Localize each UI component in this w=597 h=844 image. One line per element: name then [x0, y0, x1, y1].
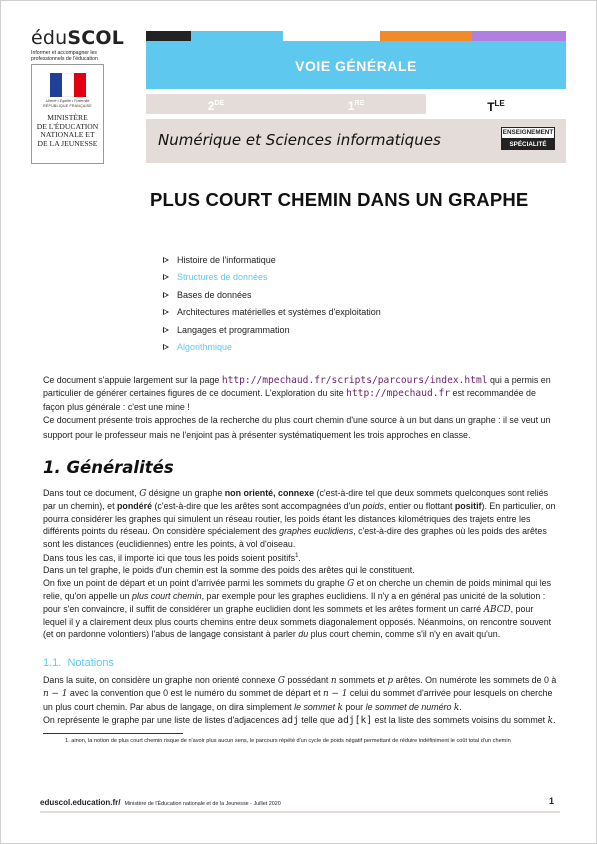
link-parcours[interactable]: http://mpechaud.fr/scripts/parcours/index.html	[221, 375, 488, 386]
subsection-title	[43, 657, 114, 669]
bold-text: non orienté, connexe	[224, 488, 315, 498]
page-title: PLUS COURT CHEMIN DANS UN GRAPHE	[150, 189, 529, 210]
text: et on cherche un chemin de poids minimal qui les relie, qu'on appelle un	[43, 577, 552, 602]
flag-white	[62, 73, 74, 97]
intro-block	[43, 374, 558, 443]
text: On représente le graphe par une liste de listes d'adjacences	[43, 715, 282, 726]
topic-label: Histoire de l'informatique	[177, 254, 276, 265]
triangle-bullet-icon	[163, 292, 169, 298]
brand-tagline: Informer et accompagner les professionnels de l'éducation	[31, 50, 98, 62]
tab-level-2de	[146, 94, 286, 114]
text: , par exemple pour les graphes euclidiens. Il n'y a en général pas unicité de la solution : pour s'en convaincre, il suffit de considérer un graphe euclidien dont les sommets et les arêtes forment un carré	[43, 591, 546, 614]
math-var: p	[387, 676, 394, 686]
footnote: 1. ainon, la notion de plus court chemin risque de n'avoir plus aucun sens, le parcours répété d'un cycle de poids négatif permettant de réduire indéfiniment le coût total d'un chemin	[65, 738, 511, 744]
topic-label-highlighted: Algorithmique	[177, 342, 233, 353]
text: telle que	[298, 715, 338, 726]
section-title: 1. Généralités	[43, 458, 174, 477]
level-sup: LE	[494, 99, 505, 108]
math-var: G	[139, 489, 147, 499]
notations-body	[43, 674, 558, 728]
math-var: n − 1	[43, 689, 68, 700]
level-main: 1	[347, 99, 355, 113]
paragraph: Dans tous les cas, il importe ici que tous les poids soient positifs$^1$.	[43, 553, 301, 563]
paragraph	[43, 714, 558, 727]
topic-label: Architectures matérielles et systèmes d'exploitation	[177, 307, 381, 318]
intro-paragraph	[43, 374, 558, 413]
marianne-flag-icon	[50, 73, 86, 97]
ministry-line: DE L'ÉDUCATION	[36, 121, 99, 131]
tab-level-1re	[286, 94, 426, 114]
topic-label: Langages et programmation	[177, 324, 290, 335]
text: est la liste des sommets voisins du sommet	[372, 715, 548, 726]
triangle-bullet-icon	[163, 257, 169, 263]
triangle-bullet-icon	[163, 309, 169, 315]
intro-paragraph: Ce document présente trois approches de la recherche du plus court chemin d'une source à un but dans un graphe : il se veut un support pour le professeur mais ne l'enjoint pas à présenter systématiquement les trois approches en classe.	[43, 415, 551, 441]
color-strip	[146, 31, 566, 41]
text: avec la convention que 0 est le numéro du sommet de départ et	[67, 688, 324, 699]
text: désigne un graphe	[146, 488, 225, 498]
level-main: 2	[207, 99, 215, 113]
tab-level-tle	[426, 94, 566, 114]
subject-title: Numérique et Sciences informatiques	[158, 131, 441, 149]
strip-segment	[191, 31, 283, 41]
text: , c'est-à-dire des graphes où les poids des arêtes sont les distances (euclidiennes) entre les points, à vol d'oiseau.	[43, 526, 547, 549]
text: arêtes. On numérote les sommets de 0 à	[393, 675, 557, 685]
topic-item	[163, 321, 381, 339]
math-var: k	[337, 702, 343, 713]
topic-label: Bases de données	[177, 289, 252, 300]
text: (c'est-à-dire tel que deux sommets quelconques sont reliés par un chemin), et	[43, 488, 549, 512]
text: .	[459, 701, 462, 712]
italic-text: le sommet de numéro	[365, 701, 454, 712]
footer-site-link[interactable]: eduscol.education.fr/	[40, 798, 121, 807]
topic-item	[163, 339, 381, 357]
math-var: k	[547, 716, 553, 727]
brand-name-bold: SCOL	[67, 27, 125, 49]
flag-red	[74, 73, 86, 97]
text: celui du sommet d'arrivée pour lesquels on cherche un plus court chemin. Par abus de langage, on dira simplement	[43, 688, 553, 712]
level-sup: DE	[214, 100, 225, 107]
level-sup: RE	[354, 100, 365, 107]
brand-name	[31, 27, 124, 49]
topic-item	[163, 251, 381, 269]
text: pour	[342, 701, 366, 712]
badge-enseignement: ENSEIGNEMENT	[501, 127, 555, 139]
footer-credit: Ministère de l'Éducation nationale et de la Jeunesse - Juillet 2020	[124, 801, 281, 807]
paragraph	[43, 577, 558, 641]
voie-banner: VOIE GÉNÉRALE	[146, 41, 566, 89]
text: On fixe un point de départ et un point d'arrivée parmi les sommets du graphe	[43, 577, 348, 588]
flag-blue	[50, 73, 62, 97]
text: est recommandée de façon plus générale : c'est une mine !	[43, 388, 536, 412]
italic-text: plus court chemin	[132, 591, 202, 602]
subject-banner	[146, 119, 566, 163]
topic-label-highlighted: Structures de données	[177, 272, 268, 283]
math-var: n − 1	[323, 689, 348, 700]
math-var: n	[330, 676, 337, 686]
ministry-name	[32, 114, 103, 148]
italic-text: graphes euclidiens	[279, 526, 354, 537]
ministry-line: NATIONALE ET	[40, 130, 95, 140]
paragraph	[43, 674, 558, 714]
republic-label: RÉPUBLIQUE FRANÇAISE	[43, 104, 92, 108]
strip-segment	[283, 31, 380, 41]
text: ). En particulier, on pourra considérer les graphes qui simulent un réseau routier, les poids étant les distances kilométriques des trajets entre les différents points du réseau. On considère spécialement des	[43, 501, 556, 537]
inline-code: adj	[281, 715, 299, 727]
brand-name-light: édu	[31, 27, 68, 49]
footnote-ref[interactable]: 1	[295, 553, 299, 560]
footnote-divider	[43, 733, 183, 734]
math-var: G	[347, 578, 355, 589]
paragraph: Dans un tel graphe, le poids d'un chemin est la somme des poids des arêtes qui le constituent.	[43, 565, 415, 576]
level-tabs	[146, 94, 566, 114]
math-var: ABCD	[483, 604, 511, 615]
italic-text: poids	[362, 501, 384, 512]
topic-list	[163, 251, 381, 356]
badge-specialite: SPÉCIALITÉ	[501, 139, 555, 150]
text: possédant	[284, 675, 331, 685]
link-mpechaud[interactable]: http://mpechaud.fr	[346, 388, 451, 400]
section-body	[43, 487, 558, 641]
triangle-bullet-icon	[163, 344, 169, 350]
strip-segment	[380, 31, 472, 41]
italic-text: du	[298, 629, 309, 640]
text: sommets et	[336, 675, 388, 685]
strip-segment	[146, 31, 191, 41]
ministry-line: MINISTÈRE	[47, 113, 88, 122]
text: Dans tout ce document,	[43, 488, 140, 498]
inline-code: adj[k]	[337, 715, 372, 727]
subsection-number: 1.1.	[43, 657, 62, 669]
topic-item	[163, 286, 381, 304]
footer	[40, 798, 281, 807]
topic-item	[163, 304, 381, 322]
text: Ce document s'appuie largement sur la page	[43, 375, 222, 385]
ministry-line: DE LA JEUNESSE	[37, 138, 98, 148]
text: qui a permis en particulier de générer certaines figures de ce document. L'exploration du site	[43, 375, 551, 399]
eduscol-logo[interactable]	[31, 27, 124, 62]
republic-motto: Liberté • Égalité • Fraternité	[45, 99, 90, 103]
subsection-label: Notations	[67, 657, 114, 669]
level-main: T	[487, 100, 495, 114]
strip-segment	[472, 31, 566, 41]
bold-text: pondéré	[117, 501, 153, 512]
paragraph	[43, 487, 558, 550]
text: Dans tous les cas, il importe ici que tous les poids soient positifs	[43, 553, 296, 563]
italic-text: le sommet	[294, 701, 338, 712]
ministry-logo	[31, 64, 104, 164]
text: plus court chemin, comme s'il n'y en avait qu'un.	[308, 629, 501, 640]
triangle-bullet-icon	[163, 274, 169, 280]
triangle-bullet-icon	[163, 327, 169, 333]
text: Dans la suite, on considère un graphe non orienté connexe	[43, 675, 278, 685]
topic-item	[163, 269, 381, 287]
footer-line	[40, 811, 560, 813]
math-var: G	[277, 676, 285, 686]
bold-text: positif	[454, 501, 482, 512]
text: .	[552, 715, 556, 726]
text: (c'est-à-dire que les arêtes sont accompagnées d'un	[152, 501, 363, 512]
page-number: 1	[549, 796, 555, 806]
text: , entier ou flottant	[383, 501, 455, 512]
math-var: k	[453, 702, 460, 713]
text: , pour lequel il y a clairement deux plus courts chemins entre deux sommets diagonalement opposés. Néanmoins, on rencontre souvent (et on pardonne volontiers) l'abus de langage consistant à parler	[43, 603, 552, 640]
